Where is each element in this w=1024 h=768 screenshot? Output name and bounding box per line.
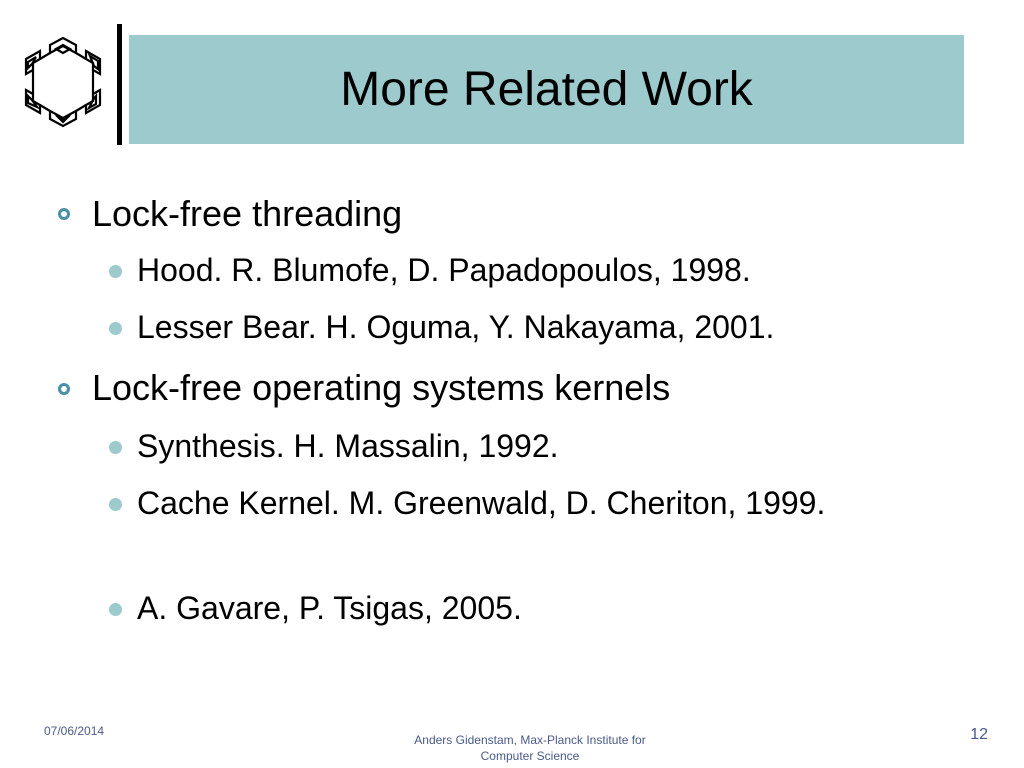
sub-bullet-item: Synthesis. H. Massalin, 1992. <box>137 428 559 464</box>
impossible-hexagon-logo-icon <box>16 34 110 130</box>
title-bar <box>129 35 964 144</box>
sub-bullet-dot-icon <box>109 603 122 616</box>
footer-author-line1: Anders Gidenstam, Max-Planck Institute for <box>414 733 646 747</box>
sub-bullet-dot-icon <box>109 441 122 454</box>
bullet-item: Lock-free threading <box>92 193 403 234</box>
sub-bullet-item: A. Gavare, P. Tsigas, 2005. <box>137 590 522 626</box>
footer-author <box>380 732 680 764</box>
sub-bullet-dot-icon <box>109 498 122 511</box>
bullet-ring-icon <box>58 208 70 220</box>
title-divider <box>117 24 122 145</box>
sub-bullet-item: Cache Kernel. M. Greenwald, D. Cheriton, 1999. <box>137 485 826 521</box>
sub-bullet-item: Lesser Bear. H. Oguma, Y. Nakayama, 2001. <box>137 309 775 345</box>
sub-bullet-dot-icon <box>109 265 122 278</box>
page-number: 12 <box>970 726 988 743</box>
sub-bullet-item: Hood. R. Blumofe, D. Papadopoulos, 1998. <box>137 252 751 288</box>
bullet-ring-icon <box>58 383 70 395</box>
sub-bullet-dot-icon <box>109 322 122 335</box>
footer-author-line2: Computer Science <box>480 749 580 763</box>
footer-date: 07/06/2014 <box>44 724 105 738</box>
slide-title: More Related Work <box>340 62 753 116</box>
bullet-item: Lock-free operating systems kernels <box>92 367 671 408</box>
